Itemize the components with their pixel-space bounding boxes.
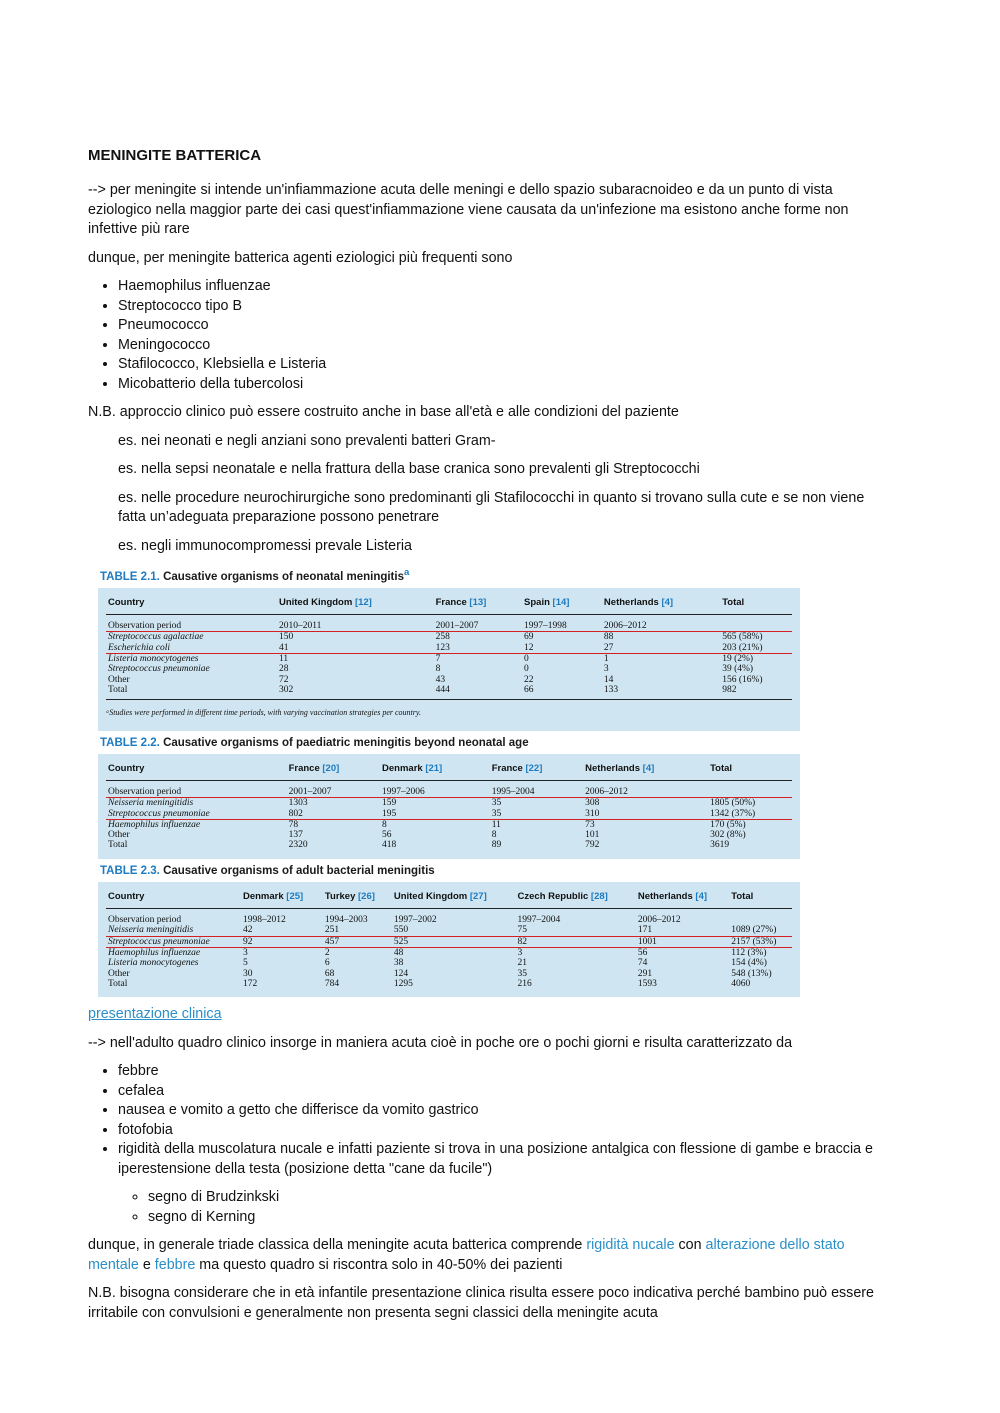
table-row xyxy=(106,632,792,643)
list-item: ◦ segno di Brudzinkski xyxy=(148,1188,878,1208)
table-cell: 172 xyxy=(242,978,258,989)
column-header xyxy=(583,760,708,781)
table-row xyxy=(106,979,792,989)
signs-list xyxy=(88,1188,878,1227)
table-cell: 6 xyxy=(324,958,330,969)
data-table xyxy=(106,760,792,851)
table-title: Causative organisms of paediatric meningitis beyond neonatal age xyxy=(163,736,529,749)
table-cell: Streptococcus pneumoniae xyxy=(106,809,287,820)
text-span: ma questo quadro si riscontra solo in 40-50% dei pazienti xyxy=(195,1256,563,1273)
page-title: MENINGITE BATTERICA xyxy=(88,147,262,164)
triad-paragraph xyxy=(88,1236,878,1275)
table-row xyxy=(106,798,792,809)
table-cell: 1 xyxy=(603,654,609,665)
list-item: • Haemophilus influenzae xyxy=(118,277,878,297)
example-item: es. nelle procedure neurochirurgiche sono predominanti gli Stafilococchi in quanto si trovano sulla cute e se non viene fatta un’adeguata preparazione possono penetrare xyxy=(118,489,865,525)
table-cell: 2001–2007 xyxy=(435,621,479,632)
table-cell: 22 xyxy=(524,674,534,685)
column-header xyxy=(636,888,729,909)
example-item: es. nella sepsi neonatale e nella frattura della base cranica sono prevalenti gli Streptococchi xyxy=(118,461,700,477)
table-cell: 5 xyxy=(242,958,248,969)
table-cell: 203 (21%) xyxy=(720,643,792,654)
table-cell: 3619 xyxy=(710,840,730,851)
table-cell: 171 xyxy=(637,925,653,936)
nb-note-2: N.B. bisogna considerare che in età infantile presentazione clinica risulta essere poco indicativa perché bambino può essere irritabile con convulsioni e generalmente non presenta segni classici della meningite acuta xyxy=(88,1285,874,1321)
list-item: • nausea e vomito a getto che differisce da vomito gastrico xyxy=(118,1101,878,1121)
table-cell: 56 xyxy=(382,830,392,841)
table-cell: Total xyxy=(108,684,128,695)
header-label: Total xyxy=(722,596,745,608)
table-panel xyxy=(98,882,800,997)
table-row xyxy=(106,969,792,979)
table-cell xyxy=(708,781,792,798)
clinical-presentation-link[interactable]: presentazione clinica xyxy=(88,1006,222,1023)
table-cell: 48 xyxy=(393,947,404,958)
table-cell: Observation period xyxy=(108,621,182,632)
column-header xyxy=(720,594,792,615)
table-row xyxy=(106,664,792,674)
table-number: TABLE 2.1. xyxy=(100,570,160,583)
table-cell: 28 xyxy=(278,664,289,675)
column-header xyxy=(602,594,720,615)
table-cell: Haemophilus influenzae xyxy=(108,819,201,830)
reference-link[interactable]: [25] xyxy=(286,890,304,902)
column-header xyxy=(380,760,490,781)
table-cell: 1303 xyxy=(287,798,380,809)
table-cell: 74 xyxy=(637,958,648,969)
column-header xyxy=(516,888,636,909)
list-item: • rigidità della muscolatura nucale e infatti paziente si trova in una posizione antalgica con flessione di gambe e braccia e iperestensione della testa (posizione detta "cane da fucile") xyxy=(118,1140,878,1179)
document-page xyxy=(88,146,878,1332)
column-header xyxy=(106,888,241,909)
reference-link[interactable]: [26] xyxy=(358,890,375,902)
table-row xyxy=(106,615,792,632)
column-header xyxy=(392,888,516,909)
table-cell: Haemophilus influenzae xyxy=(108,947,201,958)
table-panel xyxy=(98,754,800,859)
table-row xyxy=(106,909,792,926)
table-cell: 14 xyxy=(603,674,614,685)
header-label: Czech Republic xyxy=(517,890,589,902)
table-cell: 3 xyxy=(242,947,248,958)
data-table xyxy=(106,888,792,989)
list-item: • Meningococco xyxy=(118,336,878,356)
table-cell: Listeria monocytogenes xyxy=(108,654,199,665)
table-cell: 784 xyxy=(324,978,340,989)
reference-link[interactable]: [4] xyxy=(661,596,674,608)
table-cell: Other xyxy=(108,830,130,841)
table-cell: 8 xyxy=(382,819,387,830)
table-cell: 159 xyxy=(380,798,490,809)
table-cell: 21 xyxy=(517,958,528,969)
example-item: es. negli immunocompromessi prevale Listeria xyxy=(118,537,413,554)
list-item: • febbre xyxy=(118,1062,878,1082)
reference-link[interactable]: [22] xyxy=(525,762,543,774)
table-cell: 7 xyxy=(435,654,441,665)
table-row xyxy=(106,781,792,798)
reference-link[interactable]: [28] xyxy=(590,890,608,902)
table-cell: 150 xyxy=(277,632,434,643)
column-header xyxy=(106,760,287,781)
table-cell: 1997–2004 xyxy=(517,915,561,926)
column-header xyxy=(277,594,434,615)
table-cell: 308 xyxy=(583,798,708,809)
column-header xyxy=(434,594,522,615)
reference-link[interactable]: [27] xyxy=(469,890,487,902)
table-cell: 156 (16%) xyxy=(722,674,763,685)
table-cell: 11 xyxy=(278,654,289,665)
table-cell: 982 xyxy=(722,684,737,695)
header-label: France xyxy=(435,596,467,608)
table-row xyxy=(106,840,792,850)
table-cell: 154 (4%) xyxy=(731,958,767,969)
table-cell: 457 xyxy=(323,936,392,947)
reference-link[interactable]: [14] xyxy=(552,596,570,608)
table-cell: 82 xyxy=(516,936,636,947)
header-label: Netherlands xyxy=(585,762,641,774)
table-cell: 2006–2012 xyxy=(637,915,681,926)
table-cell: 1998–2012 xyxy=(242,915,286,926)
table-cell: 1997–2002 xyxy=(393,915,437,926)
table-cell: 0 xyxy=(524,664,529,675)
list-item: • Stafilococco, Klebsiella e Listeria xyxy=(118,355,878,375)
reference-link[interactable]: [4] xyxy=(642,762,655,774)
table-title: Causative organisms of adult bacterial meningitis xyxy=(163,864,435,877)
column-header xyxy=(323,888,392,909)
header-label: Spain xyxy=(524,596,550,608)
header-label: Netherlands xyxy=(637,890,693,902)
table-cell: 1805 (50%) xyxy=(708,798,792,809)
example-item: es. nei neonati e negli anziani sono prevalenti batteri Gram- xyxy=(118,432,496,449)
table-cell: 133 xyxy=(603,684,619,695)
table-cell: 251 xyxy=(324,925,340,936)
intro-paragraph: --> per meningite si intende un'infiammazione acuta delle meningi e dello spazio subaracnoideo e da un punto di vista eziologico nella maggior parte dei casi quest'infiammazione viene causata da un'infezione ma esistono anche forme non infettive più rare xyxy=(88,182,849,237)
table-cell: 75 xyxy=(517,925,528,936)
table-caption xyxy=(100,736,800,751)
table-cell: 2006–2012 xyxy=(603,621,647,632)
table-panel xyxy=(98,588,800,731)
text-span: e xyxy=(138,1256,155,1273)
table-row xyxy=(106,958,792,968)
table-cell: 35 xyxy=(490,798,583,809)
highlight-span: alterazione dello stato mentale xyxy=(88,1237,845,1273)
header-label: Total xyxy=(731,890,754,902)
table-cell: 66 xyxy=(524,684,534,695)
table-cell: 302 xyxy=(278,684,294,695)
header-label: Denmark xyxy=(382,762,423,774)
table-cell: 8 xyxy=(491,830,497,841)
text-span: con xyxy=(674,1237,706,1254)
table-cell: 11 xyxy=(491,819,501,830)
table-cell: 1997–1998 xyxy=(524,621,567,632)
table-cell: 92 xyxy=(241,936,323,947)
reference-link[interactable]: [4] xyxy=(695,890,708,902)
reference-link[interactable]: [20] xyxy=(322,762,340,774)
table-cell: 792 xyxy=(585,840,600,851)
table-cell: 2001–2007 xyxy=(288,787,332,797)
table-cell: 27 xyxy=(602,643,720,654)
table-row xyxy=(106,675,792,685)
table-cell: 88 xyxy=(602,632,720,643)
header-label: France xyxy=(491,762,523,774)
header-label: Country xyxy=(108,596,145,608)
table-cell: Escherichia coli xyxy=(106,643,277,654)
symptoms-list xyxy=(88,1062,878,1179)
table-row xyxy=(106,819,792,830)
table-cell: 3 xyxy=(603,664,609,675)
table-cell: 3 xyxy=(517,947,523,958)
list-item: • Micobatterio della tubercolosi xyxy=(118,375,878,395)
table-cell: 19 (2%) xyxy=(722,654,754,665)
table-cell: 8 xyxy=(435,664,441,675)
table-cell: 2 xyxy=(324,947,330,958)
table-cell: 302 (8%) xyxy=(710,830,746,841)
table-cell: 2320 xyxy=(288,840,308,851)
table-cell: 2006–2012 xyxy=(585,787,628,797)
table-cell: 310 xyxy=(583,809,708,820)
table-cell: 38 xyxy=(393,958,404,969)
table-cell: 1089 (27%) xyxy=(731,925,777,936)
table-cell: 35 xyxy=(490,809,583,820)
table-cell: 101 xyxy=(585,830,600,841)
table-row xyxy=(106,809,792,820)
table-cell: 170 (5%) xyxy=(710,819,746,830)
table-number: TABLE 2.2. xyxy=(100,736,160,749)
header-label: United Kingdom xyxy=(278,596,353,608)
table-cell: 1997–2006 xyxy=(382,787,425,797)
table-cell: 72 xyxy=(278,674,289,685)
header-label: Turkey xyxy=(324,890,356,902)
table-footnote: ᵃStudies were performed in different time periods, with varying vaccination strategies per country. xyxy=(106,699,792,723)
list-item: ◦ segno di Kerning xyxy=(148,1208,878,1228)
table-row xyxy=(106,643,792,654)
table-cell: Other xyxy=(108,674,130,685)
column-header xyxy=(241,888,323,909)
table-cell xyxy=(720,615,792,632)
table-cell: 41 xyxy=(277,643,434,654)
table-cell: Neisseria meningitidis xyxy=(106,798,287,809)
column-header xyxy=(106,594,277,615)
table-cell: 1995–2004 xyxy=(491,787,535,797)
nb-note: N.B. approccio clinico può essere costruito anche in base all'età e alle condizioni del paziente xyxy=(88,404,679,420)
table-cell: 444 xyxy=(435,684,450,695)
column-header xyxy=(708,760,792,781)
table-cell: 0 xyxy=(524,654,529,665)
table-cell: 550 xyxy=(393,925,409,936)
column-header xyxy=(729,888,792,909)
tables-figure xyxy=(98,565,800,997)
table-cell: Listeria monocytogenes xyxy=(108,958,199,969)
table-cell: 4060 xyxy=(731,978,751,989)
column-header xyxy=(490,760,583,781)
reference-link[interactable]: [12] xyxy=(354,596,372,608)
table-cell: 1342 (37%) xyxy=(708,809,792,820)
table-row xyxy=(106,925,792,936)
table-caption xyxy=(100,864,800,879)
table-cell: 291 xyxy=(637,968,653,979)
table-cell: 42 xyxy=(242,925,253,936)
table-cell: 802 xyxy=(287,809,380,820)
list-item: • Pneumococco xyxy=(118,316,878,336)
table-cell xyxy=(729,909,792,926)
table-cell: 39 (4%) xyxy=(722,664,754,675)
table-cell: 1593 xyxy=(637,978,657,989)
list-item: • Streptococco tipo B xyxy=(118,297,878,317)
header-label: United Kingdom xyxy=(393,890,468,902)
table-cell: 12 xyxy=(522,643,602,654)
list-item: • cefalea xyxy=(118,1082,878,1102)
highlight-span: febbre xyxy=(154,1256,196,1273)
table-cell: 43 xyxy=(435,674,446,685)
header-label: Country xyxy=(108,762,145,774)
reference-link[interactable]: [21] xyxy=(425,762,443,774)
table-cell: 565 (58%) xyxy=(720,632,792,643)
text-span: dunque, in generale triade classica della meningite acuta batterica comprende xyxy=(88,1237,587,1254)
table-cell: 30 xyxy=(242,968,253,979)
table-cell: 2157 (53%) xyxy=(729,936,792,947)
agents-intro: dunque, per meningite batterica agenti eziologici più frequenti sono xyxy=(88,249,513,266)
agents-list xyxy=(88,277,878,394)
list-item: • fotofobia xyxy=(118,1121,878,1141)
table-cell: 89 xyxy=(491,840,502,851)
table-cell: Other xyxy=(108,968,130,979)
table-cell: 525 xyxy=(392,936,516,947)
table-cell: Total xyxy=(108,840,128,851)
table-cell: 137 xyxy=(288,830,303,841)
table-cell: Observation period xyxy=(108,915,182,926)
table-cell: 2010–2011 xyxy=(278,621,322,632)
reference-link[interactable]: [13] xyxy=(469,596,487,608)
table-cell: 112 (3%) xyxy=(731,947,767,958)
table-cell: 418 xyxy=(382,840,397,851)
column-header xyxy=(287,760,380,781)
table-cell: Streptococcus pneumoniae xyxy=(106,936,241,947)
table-cell: 35 xyxy=(517,968,528,979)
table-title: Causative organisms of neonatal meningitis xyxy=(163,570,404,583)
data-table xyxy=(106,594,792,695)
table-row xyxy=(106,947,792,958)
table-cell: 548 (13%) xyxy=(731,968,772,979)
table-cell: 123 xyxy=(434,643,522,654)
highlight-span: rigidità nucale xyxy=(586,1237,675,1254)
table-cell: Streptococcus pneumoniae xyxy=(108,664,210,675)
header-label: Denmark xyxy=(242,890,284,902)
table-cell: 124 xyxy=(393,968,409,979)
header-label: France xyxy=(288,762,320,774)
column-header xyxy=(522,594,602,615)
table-cell: 78 xyxy=(288,819,299,830)
table-number: TABLE 2.3. xyxy=(100,864,160,877)
header-label: Country xyxy=(108,890,145,902)
table-cell: Neisseria meningitidis xyxy=(108,925,194,936)
table-caption xyxy=(100,565,800,585)
table-cell: 68 xyxy=(324,968,335,979)
table-row xyxy=(106,685,792,695)
table-row xyxy=(106,936,792,947)
table-cell: Total xyxy=(108,978,128,989)
table-cell: 216 xyxy=(517,978,532,989)
table-cell: 69 xyxy=(522,632,602,643)
table-row xyxy=(106,830,792,840)
table-cell: 1295 xyxy=(393,978,413,989)
table-cell: Streptococcus agalactiae xyxy=(106,632,277,643)
table-cell: 56 xyxy=(637,947,648,958)
table-cell: 258 xyxy=(434,632,522,643)
table-row xyxy=(106,654,792,665)
footnote-marker: a xyxy=(403,567,410,578)
clinical-intro: --> nell'adulto quadro clinico insorge in maniera acuta cioè in poche ore o pochi giorni e risulta caratterizzato da xyxy=(88,1034,793,1051)
header-label: Total xyxy=(710,762,733,774)
table-cell: Observation period xyxy=(108,787,182,797)
table-cell: 73 xyxy=(585,819,595,830)
table-cell: 1994–2003 xyxy=(324,915,368,926)
table-cell: 1001 xyxy=(636,936,729,947)
table-cell: 195 xyxy=(380,809,490,820)
header-label: Netherlands xyxy=(603,596,659,608)
